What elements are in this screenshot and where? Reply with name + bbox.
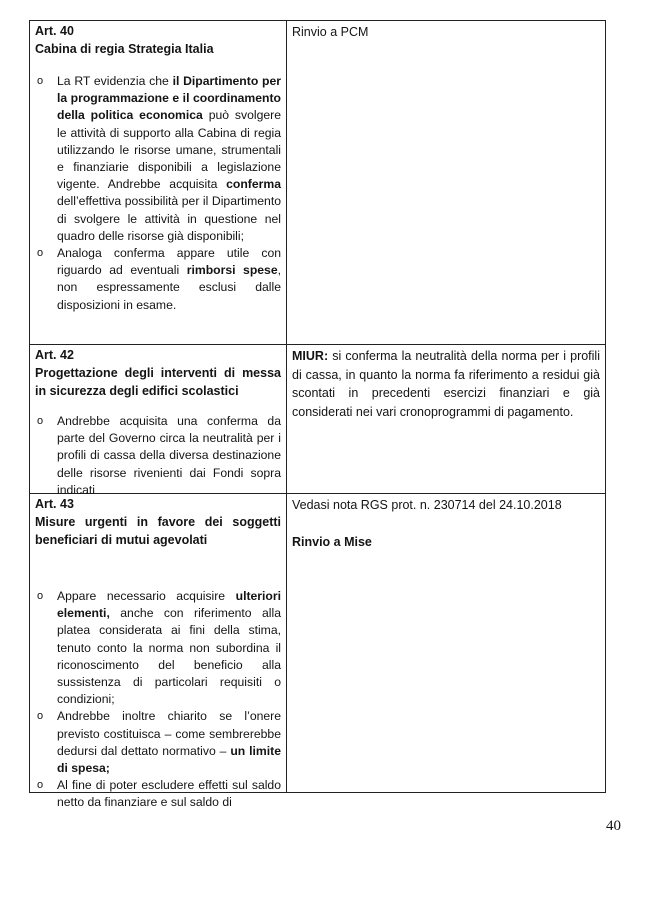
list-item: o Al fine di poter escludere effetti sul saldo netto da finanziare e sul saldo di — [36, 778, 281, 810]
article-number: Art. 43 — [35, 497, 74, 511]
list-item: o Andrebbe acquisita una conferma da parte del Governo circa la neutralità per i profili di cassa della diversa destinazione delle risorse rivenienti dai Fondi sopra indicati — [36, 414, 281, 497]
bold-text: conferma — [226, 177, 281, 192]
list-item: o Appare necessario acquisire ulteriori elementi, anche con riferimento alla platea considerata ai fini della stima, tenuto conto la norma non subordina il riconoscimento del beneficio alla sussistenza di particolari requisiti o condizioni; — [36, 589, 281, 707]
article-subject: Progettazione degli interventi di messa in sicurezza degli edifici scolastici — [35, 366, 281, 398]
bold-text: un limite di spesa; — [57, 743, 281, 776]
response-text: MIUR: si conferma la neutralità della norma per i profili di cassa, in quanto la norma fa riferimento a residui già scontati in precedenti esercizi finanziari e già considerati nei vari cronoprogrammi di pagamento. — [292, 349, 600, 419]
table-row — [30, 493, 605, 810]
right-cell — [287, 345, 605, 493]
right-cell — [287, 21, 605, 344]
table-row — [30, 344, 605, 497]
left-cell — [30, 494, 287, 810]
bullet-list — [35, 73, 281, 314]
list-item: o Analoga conferma appare utile con riguardo ad eventuali rimborsi spese, non espressamente esclusi dalle disposizioni in esame. — [36, 246, 281, 312]
comparison-table — [29, 20, 606, 810]
response-text: Rinvio a PCM — [292, 25, 369, 39]
response-text — [292, 533, 600, 552]
left-cell — [30, 21, 287, 344]
bold-text: rimborsi spese — [186, 263, 278, 278]
bullet-marker: o — [36, 710, 44, 723]
article-subject: Misure urgenti in favore dei soggetti beneficiari di mutui agevolati — [35, 515, 281, 547]
bullet-marker: o — [36, 75, 44, 87]
bullet-marker: o — [36, 415, 44, 427]
list-item: o Andrebbe inoltre chiarito se l’onere previsto costituisca – come sembrerebbe dedursi dal dettato normativo – un limite di spesa; — [36, 709, 281, 776]
table-row — [30, 21, 605, 344]
bullet-marker: o — [36, 590, 44, 602]
bullet-marker: o — [36, 779, 44, 792]
article-number: Art. 40 — [35, 24, 74, 38]
bold-text: ulteriori elementi, — [57, 589, 281, 621]
article-subject: Cabina di regia Strategia Italia — [35, 42, 214, 56]
page-number: 40 — [606, 818, 621, 834]
bold-text: Rinvio a Mise — [292, 534, 372, 549]
bullet-list — [35, 588, 281, 812]
bullet-list — [35, 413, 281, 499]
left-cell — [30, 345, 287, 497]
right-cell — [287, 494, 605, 792]
bold-text: il Dipartimento per la programmazione e il coordinamento della politica economica — [57, 74, 281, 123]
bullet-marker: o — [36, 247, 44, 260]
article-number: Art. 42 — [35, 348, 74, 362]
response-text: Vedasi nota RGS prot. n. 230714 del 24.10.2018 — [292, 498, 562, 512]
list-item: o La RT evidenzia che il Dipartimento per la programmazione e il coordinamento della politica economica può svolgere le attività di supporto alla Cabina di regia utilizzando le risorse umane, strumentali e finanziarie disponibili a legislazione vigente. Andrebbe acquisita conferma dell’effettiva possibilità per il Dipartimento di svolgere le attività in questione nel quadro delle risorse già disponibili; — [36, 74, 281, 243]
bold-text: MIUR: — [292, 349, 329, 363]
